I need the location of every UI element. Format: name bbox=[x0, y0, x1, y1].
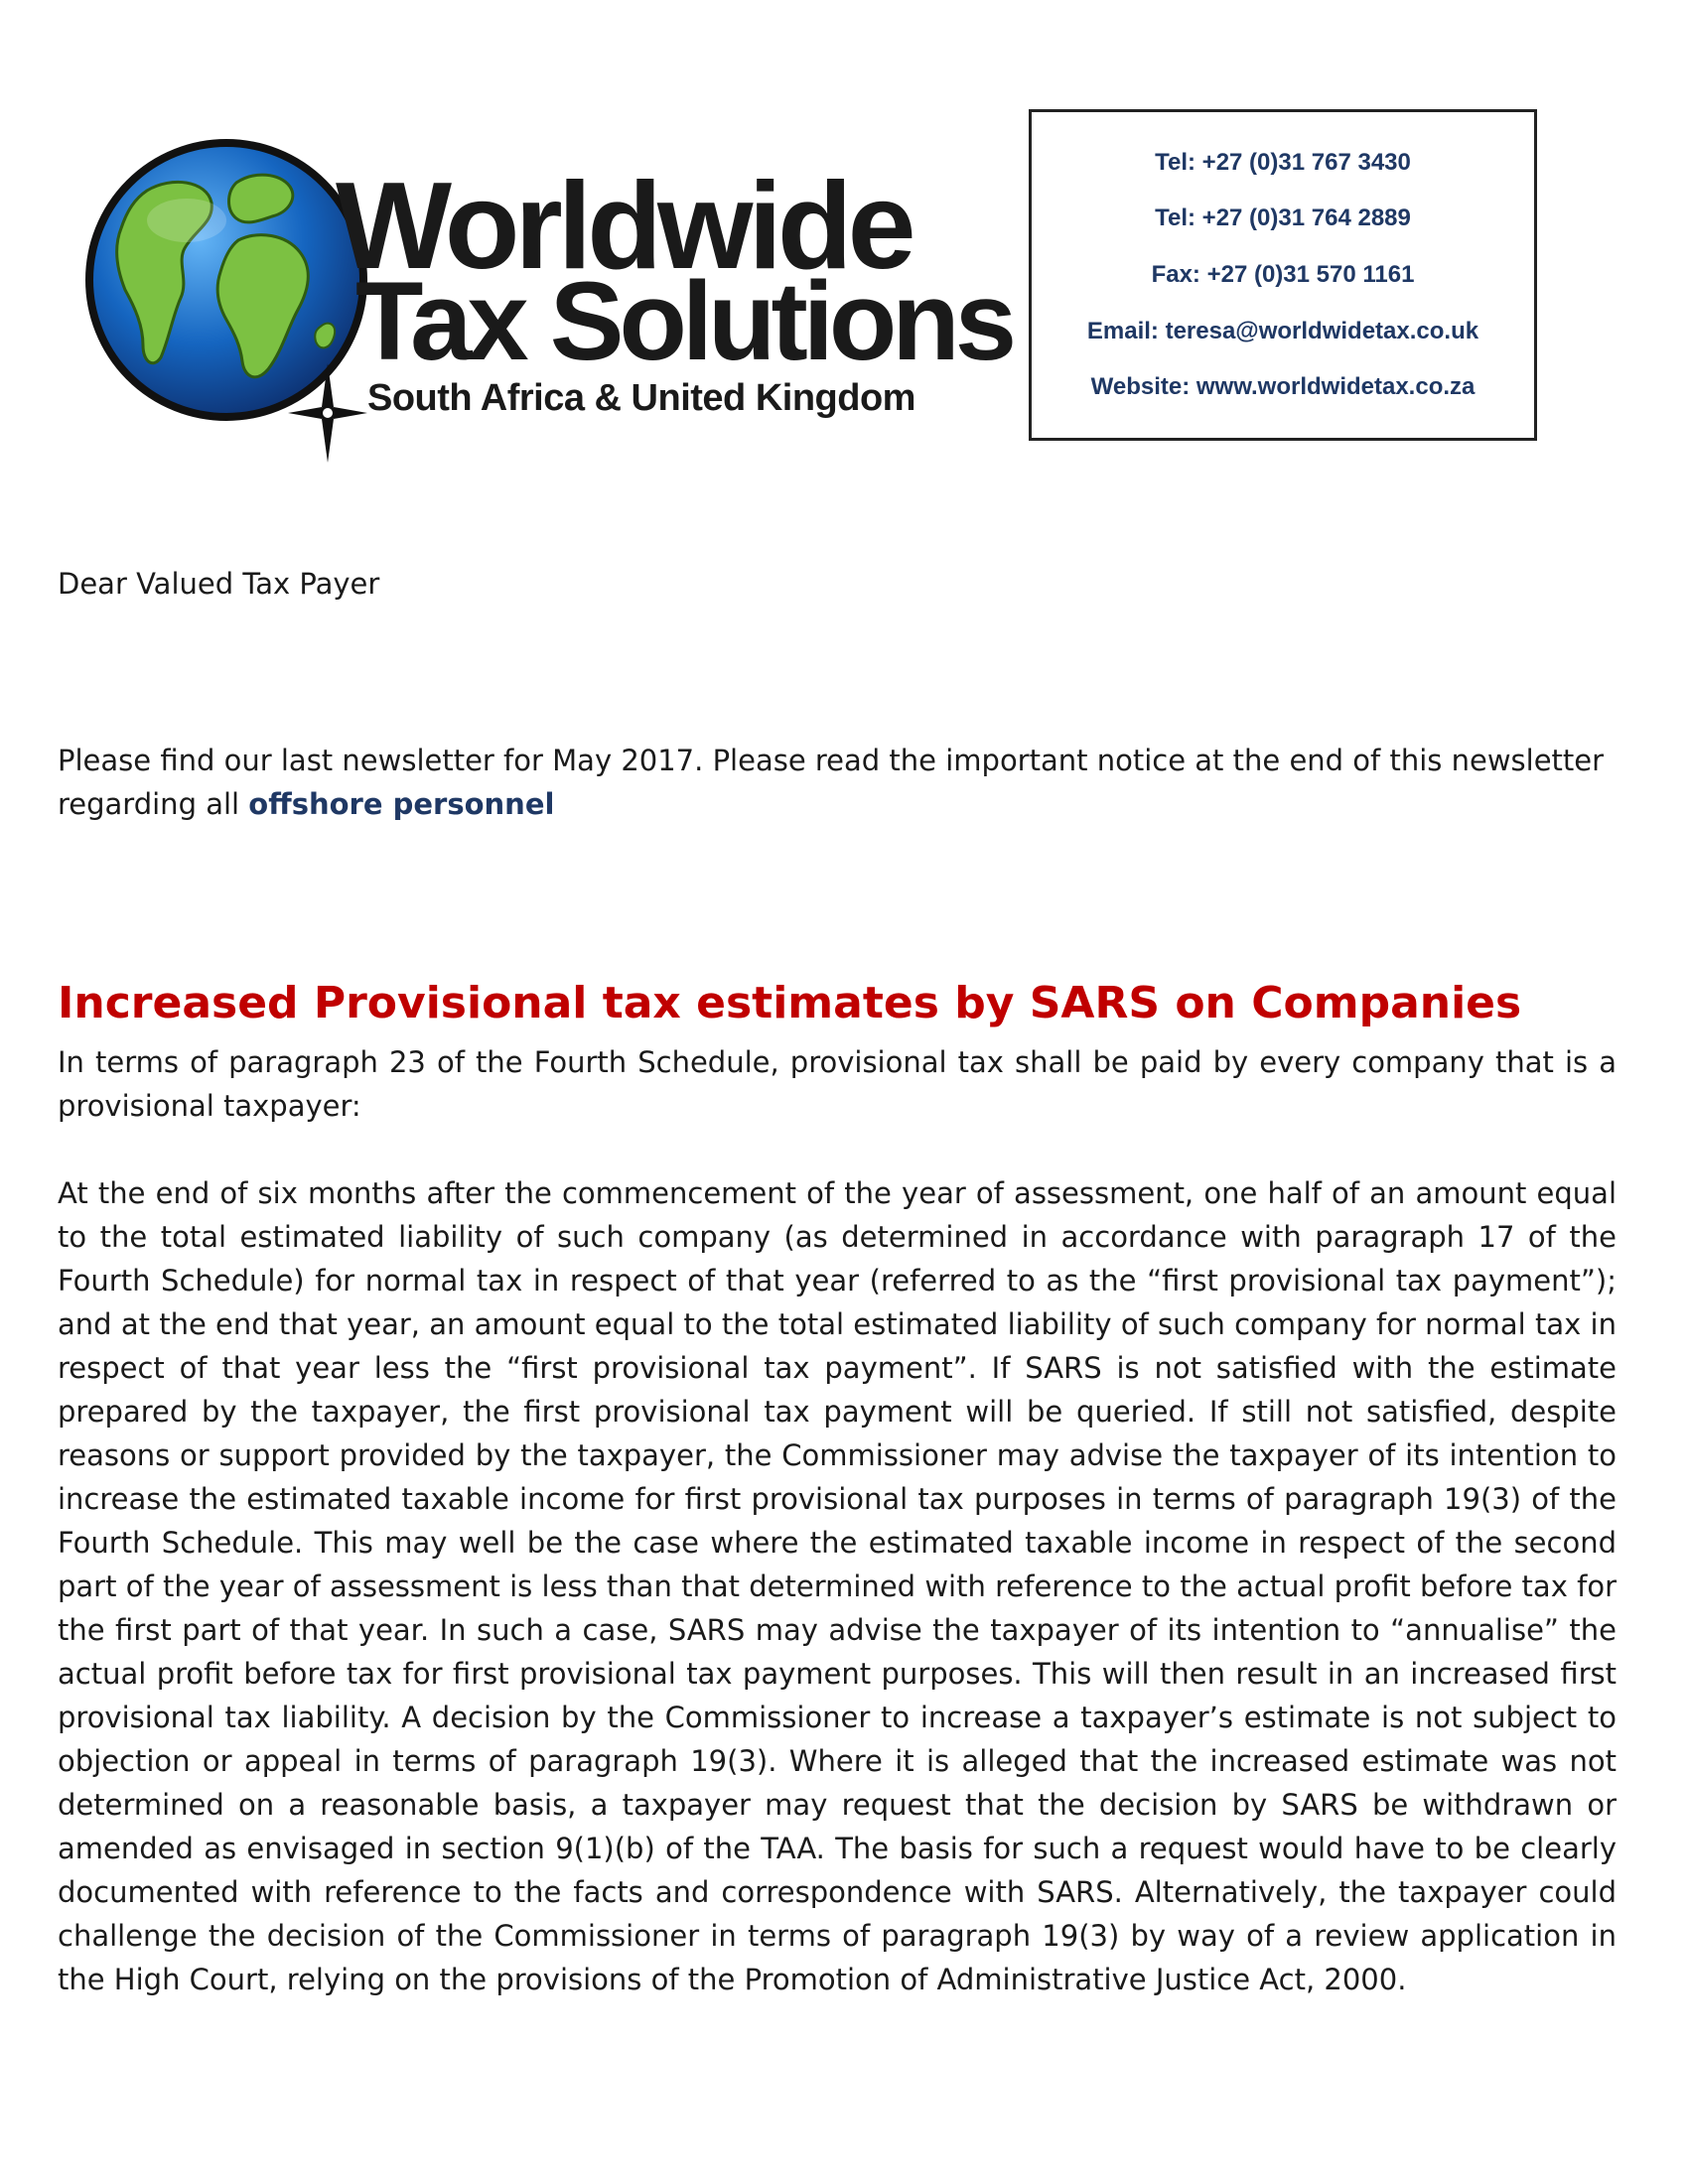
brand-name-line1: Worldwide bbox=[336, 158, 912, 295]
intro-text: Please find our last newsletter for May 2017. Please read the important notice at the end of this newsletter regarding all bbox=[58, 744, 1605, 821]
contact-phone-2: Tel: +27 (0)31 764 2889 bbox=[1155, 205, 1411, 232]
article-paragraph-1: In terms of paragraph 23 of the Fourth Schedule, provisional tax shall be paid by every company that is a provisional taxpayer: bbox=[58, 1045, 1617, 1123]
contact-fax: Fax: +27 (0)31 570 1161 bbox=[1151, 260, 1415, 288]
contact-info-box bbox=[1029, 109, 1537, 441]
brand-name-line2: Tax Solutions bbox=[355, 259, 1012, 383]
letter-intro bbox=[58, 739, 1617, 826]
brand-tagline: South Africa & United Kingdom bbox=[367, 377, 915, 419]
compass-rose-icon bbox=[288, 363, 367, 463]
letter-greeting: Dear Valued Tax Payer bbox=[58, 567, 380, 601]
contact-phone-1: Tel: +27 (0)31 767 3430 bbox=[1155, 148, 1411, 176]
contact-website[interactable]: Website: www.worldwidetax.co.za bbox=[1090, 373, 1476, 401]
article-paragraph-2: At the end of six months after the commencement of the year of assessment, one half of an amount equal to the total estimated liability of such company (as determined in accordance with paragraph 17 of the Fourth Schedule) for normal tax in respect of that year (referred to as the “first provisional tax payment”); and at the end that year, an amount equal to the total estimated liability of such company for normal tax in respect of that year less the “first provisional tax payment”. If SARS is not satisfied with the estimate prepared by the taxpayer, the first provisional tax payment will be queried. If still not satisfied, despite reasons or support provided by the taxpayer, the Commissioner may advise the taxpayer of its intention to increase the estimated taxable income for first provisional tax purposes in terms of paragraph 19(3) of the Fourth Schedule. This may well be the case where the estimated taxable income in respect of the second part of the year of assessment is less than that determined with reference to the actual profit before tax for the first part of that year. In such a case, SARS may advise the taxpayer of its intention to “annualise” the actual profit before tax for first provisional tax payment purposes. This will then result in an increased first provisional tax liability. A decision by the Commissioner to increase a taxpayer’s estimate is not subject to objection or appeal in terms of paragraph 19(3). Where it is alleged that the increased estimate was not determined on a reasonable basis, a taxpayer may request that the decision by SARS be withdrawn or amended as envisaged in section 9(1)(b) of the TAA. The basis for such a request would have to be clearly documented with reference to the facts and correspondence with SARS. Alternatively, the taxpayer could challenge the decision of the Commissioner in terms of paragraph 19(3) by way of a review application in the High Court, relying on the provisions of the Promotion of Administrative Justice Act, 2000. bbox=[58, 1176, 1617, 1996]
company-logo bbox=[77, 95, 1012, 419]
article-heading: Increased Provisional tax estimates by SARS on Companies bbox=[58, 978, 1522, 1028]
offshore-personnel-link[interactable]: offshore personnel bbox=[248, 787, 555, 821]
contact-email[interactable]: Email: teresa@worldwidetax.co.uk bbox=[1086, 317, 1479, 344]
